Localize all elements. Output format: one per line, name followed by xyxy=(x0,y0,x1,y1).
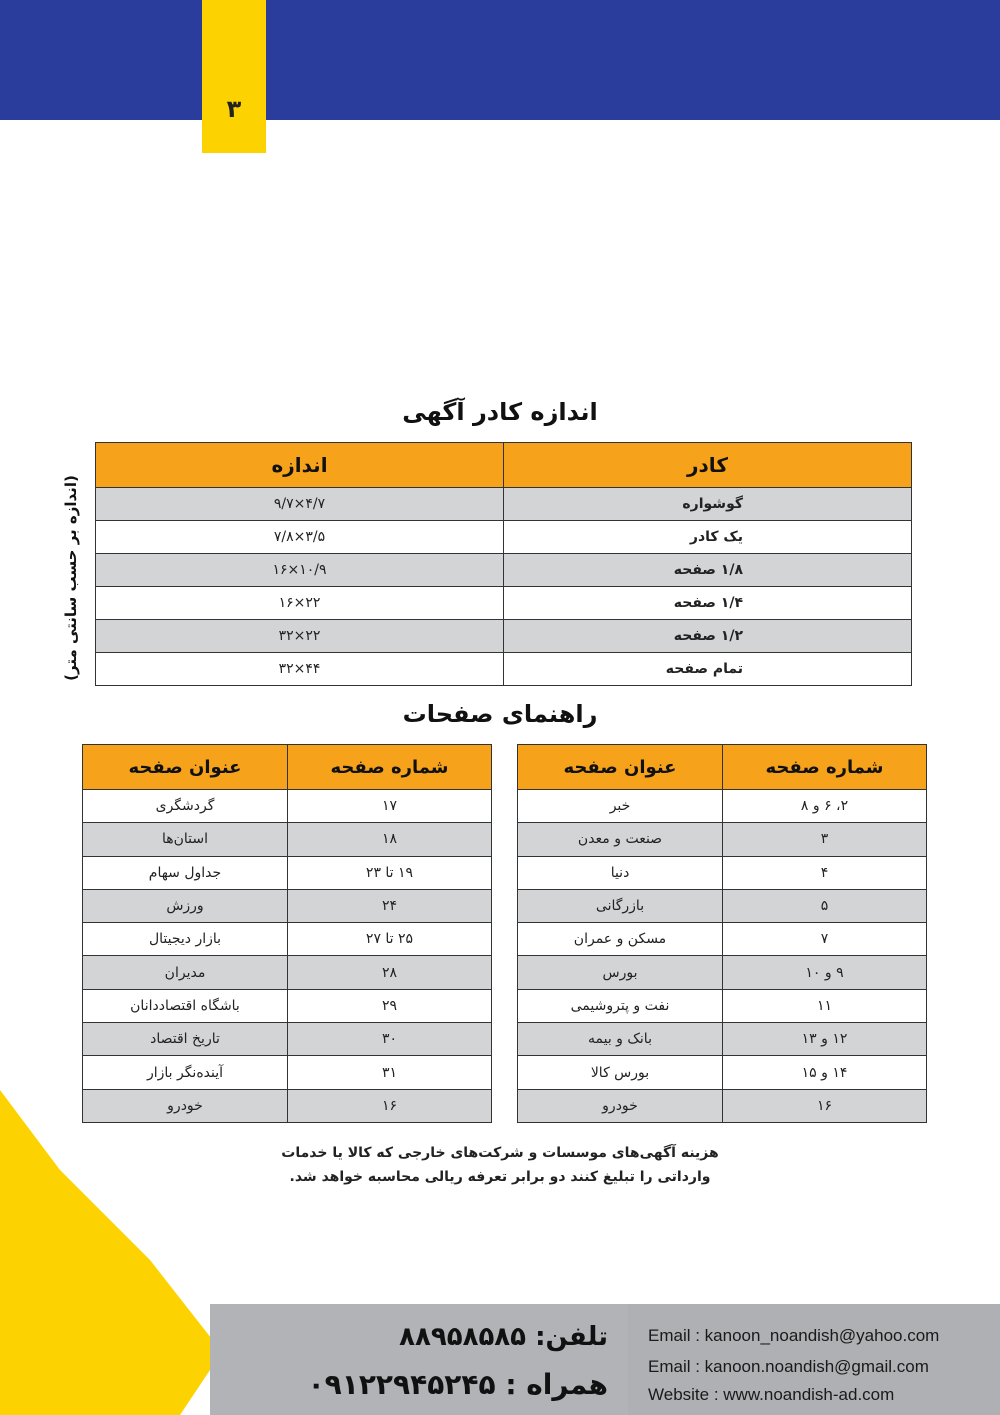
page-title-cell: مسکن و عمران xyxy=(518,923,723,956)
size-cell: ۲۲×۱۶ xyxy=(96,587,504,620)
column-header-page-number: شماره صفحه xyxy=(723,745,927,790)
page-title-cell: خبر xyxy=(518,790,723,823)
guide-section-title: راهنمای صفحات xyxy=(402,700,598,728)
footnote-line-2: وارداتی را تبلیغ کنند دو برابر تعرفه ریالی محاسبه خواهد شد. xyxy=(289,1169,711,1185)
table-row xyxy=(518,790,927,823)
page-title-cell: صنعت و معدن xyxy=(518,823,723,856)
table-row xyxy=(518,989,927,1022)
page-title-cell: خودرو xyxy=(518,1089,723,1122)
table-row xyxy=(83,856,492,889)
page-guide-table-left xyxy=(82,744,492,1123)
page-title-cell: آینده‌نگر بازار xyxy=(83,1056,288,1089)
page-number-cell: ۱۲ و ۱۳ xyxy=(723,1023,927,1056)
phone-number[interactable]: ۸۸۹۵۸۵۸۵ xyxy=(399,1322,527,1352)
table-row xyxy=(518,956,927,989)
table-row xyxy=(83,1056,492,1089)
email-gmail[interactable]: Email : kanoon.noandish@gmail.com xyxy=(648,1357,929,1376)
page-title-cell: بورس کالا xyxy=(518,1056,723,1089)
table-row xyxy=(83,823,492,856)
page-number-cell: ۳۰ xyxy=(288,1023,492,1056)
table-row xyxy=(518,1089,927,1122)
size-unit-note: (اندازه بر حسب سانتی متر) xyxy=(62,474,80,681)
page-number-cell: ۳ xyxy=(723,823,927,856)
size-section-title: اندازه کادر آگهی xyxy=(402,398,598,426)
table-header-row xyxy=(96,443,912,488)
page-number-cell: ۲۵ تا ۲۷ xyxy=(288,923,492,956)
page-title-cell: خودرو xyxy=(83,1089,288,1122)
page-title-cell: نفت و پتروشیمی xyxy=(518,989,723,1022)
page-title-cell: استان‌ها xyxy=(83,823,288,856)
table-row xyxy=(96,653,912,686)
page-number-tab xyxy=(202,0,266,153)
page-title-cell: بورس xyxy=(518,956,723,989)
page-number-cell: ۲۴ xyxy=(288,889,492,922)
page-number-cell: ۲۸ xyxy=(288,956,492,989)
frame-cell: ۱/۸ صفحه xyxy=(504,554,912,587)
table-row xyxy=(96,587,912,620)
page-number-cell: ۳۱ xyxy=(288,1056,492,1089)
column-header-page-number: شماره صفحه xyxy=(288,745,492,790)
page-number-cell: ۱۶ xyxy=(723,1089,927,1122)
frame-cell: یک کادر xyxy=(504,521,912,554)
table-row xyxy=(518,923,927,956)
table-row xyxy=(83,790,492,823)
top-banner xyxy=(0,0,1000,120)
table-row xyxy=(518,1056,927,1089)
column-header-page-title: عنوان صفحه xyxy=(83,745,288,790)
frame-cell: ۱/۴ صفحه xyxy=(504,587,912,620)
page-number-cell: ۱۷ xyxy=(288,790,492,823)
page-title-cell: گردشگری xyxy=(83,790,288,823)
table-row xyxy=(83,956,492,989)
mobile-line xyxy=(308,1368,608,1401)
pricing-footnote xyxy=(200,1141,800,1189)
table-row xyxy=(518,856,927,889)
column-header-page-title: عنوان صفحه xyxy=(518,745,723,790)
ad-size-table xyxy=(95,442,912,686)
size-cell: ۳/۵×۷/۸ xyxy=(96,521,504,554)
mobile-number[interactable]: ۰۹۱۲۲۹۴۵۲۴۵ xyxy=(307,1368,496,1401)
page-number-cell: ۱۸ xyxy=(288,823,492,856)
page-guide-table-right xyxy=(517,744,927,1123)
column-header-size: اندازه xyxy=(96,443,504,488)
table-row xyxy=(83,923,492,956)
table-row xyxy=(96,521,912,554)
table-row xyxy=(83,989,492,1022)
page-title-cell: بانک و بیمه xyxy=(518,1023,723,1056)
page-number-cell: ۷ xyxy=(723,923,927,956)
phone-line xyxy=(399,1322,608,1352)
page-number-cell: ۵ xyxy=(723,889,927,922)
page-title-cell: جداول سهام xyxy=(83,856,288,889)
frame-cell: تمام صفحه xyxy=(504,653,912,686)
page-title-cell: باشگاه اقتصاددانان xyxy=(83,989,288,1022)
table-row xyxy=(83,1089,492,1122)
table-row xyxy=(518,1023,927,1056)
frame-cell: ۱/۲ صفحه xyxy=(504,620,912,653)
phone-label: تلفن: xyxy=(535,1322,608,1352)
email-yahoo[interactable]: Email : kanoon_noandish@yahoo.com xyxy=(648,1326,940,1345)
page-title-cell: بازرگانی xyxy=(518,889,723,922)
page-title-cell: مدیران xyxy=(83,956,288,989)
page-number-cell: ۱۱ xyxy=(723,989,927,1022)
page-number-cell: ۹ و ۱۰ xyxy=(723,956,927,989)
table-row xyxy=(83,1023,492,1056)
mobile-label: همراه : xyxy=(505,1368,608,1401)
page-title-cell: بازار دیجیتال xyxy=(83,923,288,956)
size-cell: ۴۴×۳۲ xyxy=(96,653,504,686)
table-row xyxy=(518,823,927,856)
page-number-cell: ۱۹ تا ۲۳ xyxy=(288,856,492,889)
table-row xyxy=(96,488,912,521)
page-number: ۳ xyxy=(226,95,242,123)
page-number-cell: ۱۴ و ۱۵ xyxy=(723,1056,927,1089)
page-number-cell: ۱۶ xyxy=(288,1089,492,1122)
page-number-cell: ۴ xyxy=(723,856,927,889)
table-header-row xyxy=(83,745,492,790)
table-row xyxy=(83,889,492,922)
size-cell: ۴/۷×۹/۷ xyxy=(96,488,504,521)
page-number-cell: ۲۹ xyxy=(288,989,492,1022)
page-title-cell: ورزش xyxy=(83,889,288,922)
page-title-cell: تاریخ اقتصاد xyxy=(83,1023,288,1056)
table-row xyxy=(96,554,912,587)
page-number-cell: ۲، ۶ و ۸ xyxy=(723,790,927,823)
size-cell: ۲۲×۳۲ xyxy=(96,620,504,653)
footnote-line-1: هزینه آگهی‌های موسسات و شرکت‌های خارجی که کالا یا خدمات xyxy=(281,1145,719,1161)
page-title-cell: دنیا xyxy=(518,856,723,889)
column-header-frame: کادر xyxy=(504,443,912,488)
table-row xyxy=(518,889,927,922)
size-cell: ۱۰/۹×۱۶ xyxy=(96,554,504,587)
frame-cell: گوشواره xyxy=(504,488,912,521)
table-row xyxy=(96,620,912,653)
table-header-row xyxy=(518,745,927,790)
website-link[interactable]: Website : www.noandish-ad.com xyxy=(648,1385,895,1404)
